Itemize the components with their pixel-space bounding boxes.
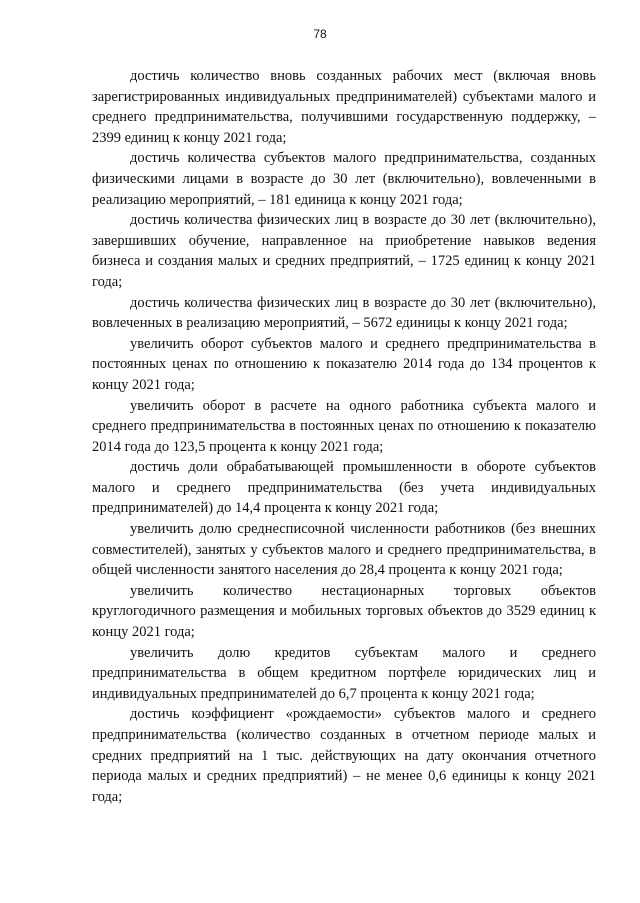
document-body bbox=[92, 66, 596, 807]
paragraph: достичь доли обрабатывающей промышленности в обороте субъектов малого и среднего предпринимательства (без учета индивидуальных предпринимателей) до 14,4 процента к концу 2021 года; bbox=[92, 459, 596, 517]
paragraph: достичь количество вновь созданных рабочих мест (включая вновь зарегистрированных индивидуальных предпринимателей) субъектами малого и среднего предпринимательства, получившими государственную поддержку, – 2399 единиц к концу 2021 года; bbox=[92, 68, 596, 146]
paragraph: увеличить количество нестационарных торговых объектов круглогодичного размещения и мобильных торговых объектов до 3529 единиц к концу 2021 года; bbox=[92, 582, 596, 641]
paragraph: увеличить оборот субъектов малого и среднего предпринимательства в постоянных ценах по отношению к показателю 2014 года до 134 процентов к концу 2021 года; bbox=[92, 335, 596, 393]
paragraph: достичь коэффициент «рождаемости» субъектов малого и среднего предпринимательства (количество созданных в отчетном периоде малых и средних предприятий на 1 тыс. действующих на дату окончания отчетного периода малых и средних предприятий) – не менее 0,6 единицы к концу 2021 года; bbox=[92, 706, 596, 805]
paragraph: увеличить долю среднесписочной численности работников (без внешних совместителей), занятых у субъектов малого и среднего предпринимательства, в общей численности занятого населения до 28,4 процента к концу 2021 года; bbox=[92, 521, 596, 579]
paragraph: достичь количества субъектов малого предпринимательства, созданных физическими лицами в возрасте до 30 лет (включительно), вовлеченными в реализацию мероприятий, – 181 единица к концу 2021 года; bbox=[92, 150, 596, 208]
paragraph: увеличить оборот в расчете на одного работника субъекта малого и среднего предпринимательства в постоянных ценах по отношению к показателю 2014 года до 123,5 процента к концу 2021 года; bbox=[92, 397, 596, 455]
page-number: 78 bbox=[313, 27, 327, 41]
paragraph: достичь количества физических лиц в возрасте до 30 лет (включительно), завершивших обучение, направленное на приобретение навыков ведения бизнеса и создания малых и средних предприятий, – 1725 единиц к концу 2021 года; bbox=[92, 212, 596, 290]
paragraph: увеличить долю кредитов субъектам малого и среднего предпринимательства в общем кредитном портфеле юридических лиц и индивидуальных предпринимателей до 6,7 процента к концу 2021 года; bbox=[92, 644, 596, 702]
paragraph: достичь количества физических лиц в возрасте до 30 лет (включительно), вовлеченных в реализацию мероприятий, – 5672 единицы к концу 2021 года; bbox=[92, 294, 596, 332]
